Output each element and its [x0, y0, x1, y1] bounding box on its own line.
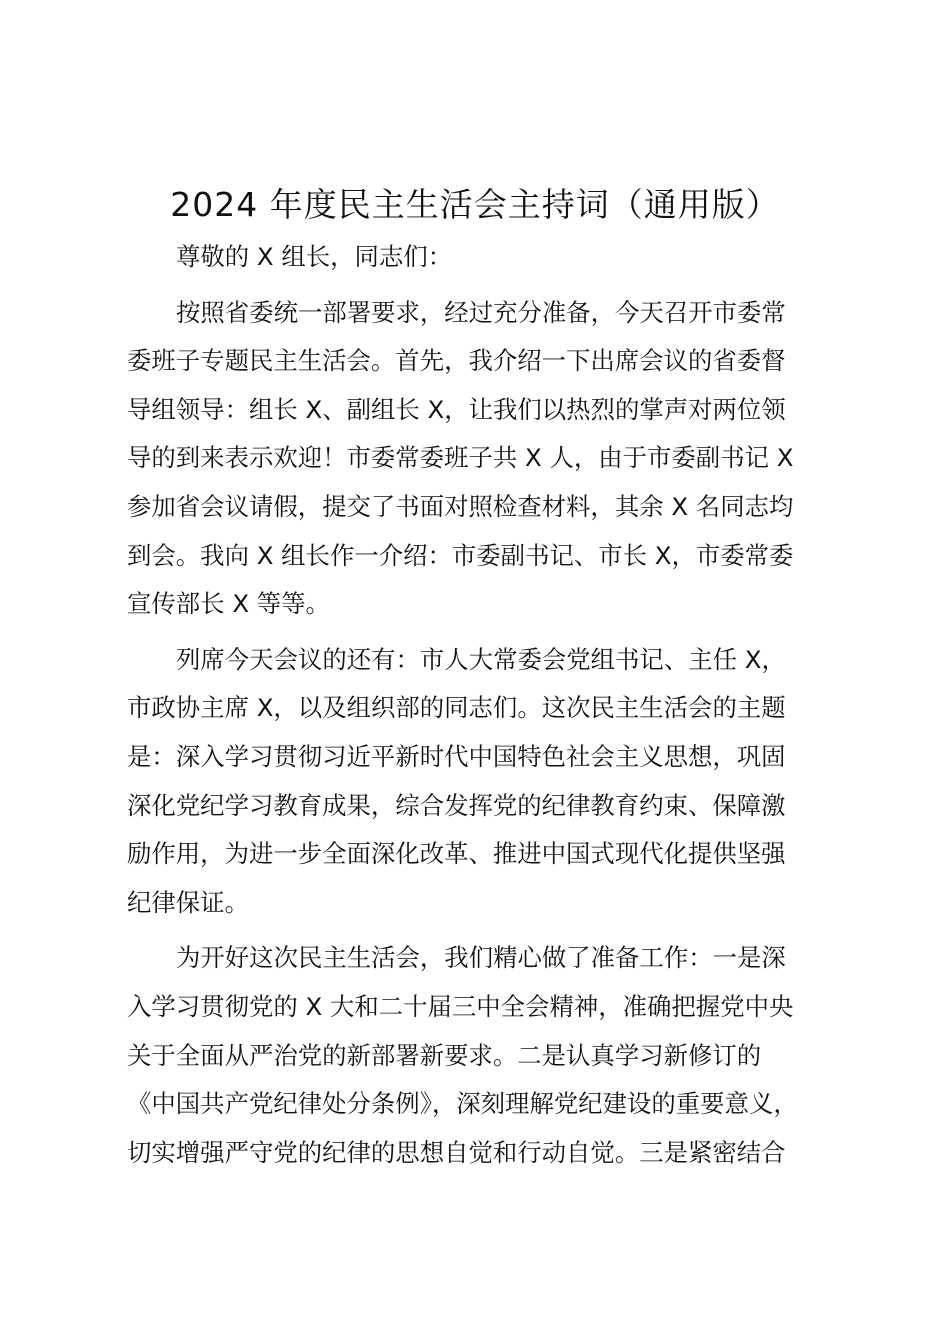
paragraph-line: 委班子专题民主生活会。首先，我介绍一下出席会议的省委督 — [127, 346, 786, 376]
greeting-line: 尊敬的 X 组长，同志们： — [176, 242, 453, 271]
document-body — [127, 233, 847, 1177]
paragraph-line: 导的到来表示欢迎！市委常委班子共 X 人，由于市委副书记 X — [127, 443, 794, 473]
paragraph-line: 导组领导：组长 X、副组长 X，让我们以热烈的掌声对两位领 — [127, 394, 786, 424]
paragraph-line: 深化党纪学习教育成果，综合发挥党的纪律教育约束、保障激 — [127, 790, 786, 820]
paragraph-line: 按照省委统一部署要求，经过充分准备，今天召开市委常 — [176, 297, 786, 327]
greeting-paragraph — [127, 233, 847, 282]
paragraph-line: 参加省会议请假，提交了书面对照检查材料，其余 X 名同志均 — [127, 491, 794, 521]
paragraph-line: 是：深入学习贯彻习近平新时代中国特色社会主义思想，巩固 — [127, 741, 786, 771]
paragraph-line: 到会。我向 X 组长作一介绍：市委副书记、市长 X，市委常委 — [127, 540, 794, 570]
paragraph-3 — [127, 934, 847, 1177]
document-title: 2024 年度民主生活会主持词（通用版） — [170, 185, 780, 224]
paragraph-line: 关于全面从严治党的新部署新要求。二是认真学习新修订的 — [127, 1040, 762, 1070]
paragraph-line: 宣传部长 X 等等。 — [127, 589, 330, 619]
paragraph-gap — [127, 282, 847, 289]
paragraph-gap — [127, 927, 847, 934]
paragraph-line: 为开好这次民主生活会，我们精心做了准备工作：一是深 — [176, 943, 786, 973]
paragraph-line: 列席今天会议的还有：市人大常委会党组书记、主任 X， — [176, 644, 786, 674]
paragraph-line: 市政协主席 X，以及组织部的同志们。这次民主生活会的主题 — [127, 693, 786, 723]
paragraph-line: 纪律保证。 — [127, 887, 249, 917]
paragraph-line: 入学习贯彻党的 X 大和二十届三中全会精神，准确把握党中央 — [127, 991, 794, 1021]
paragraph-2 — [127, 636, 847, 928]
paragraph-line: 励作用，为进一步全面深化改革、推进中国式现代化提供坚强 — [127, 839, 786, 869]
paragraph-line: 《中国共产党纪律处分条例》，深刻理解党纪建设的重要意义， — [127, 1089, 798, 1119]
paragraph-gap — [127, 629, 847, 636]
paragraph-1 — [127, 289, 847, 629]
paragraph-line: 切实增强严守党的纪律的思想自觉和行动自觉。三是紧密结合 — [127, 1137, 786, 1167]
